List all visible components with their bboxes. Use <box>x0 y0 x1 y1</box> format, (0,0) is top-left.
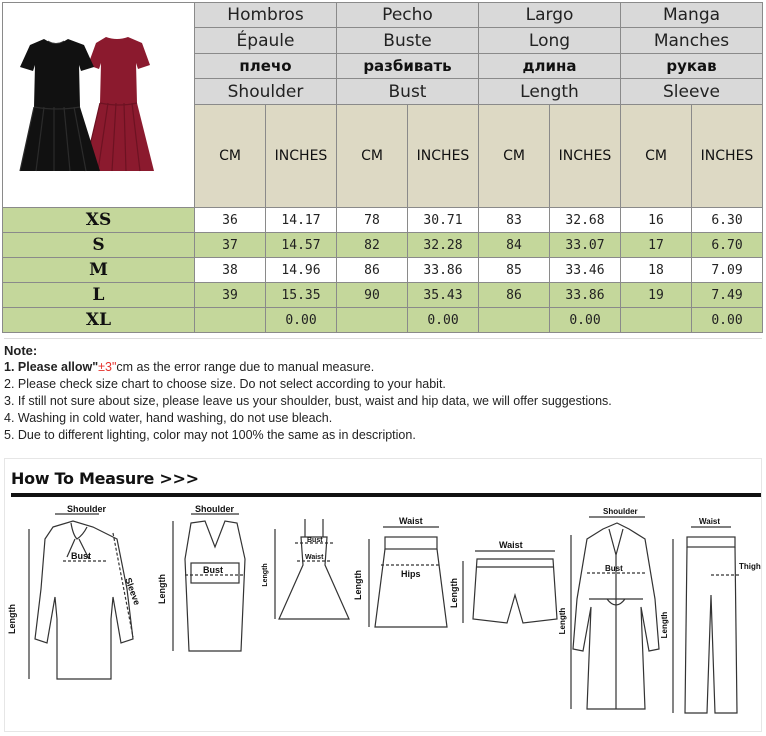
table-cell: 85 <box>479 258 550 283</box>
size-row-l <box>3 283 763 308</box>
size-label: M <box>3 258 195 283</box>
label-length: Length <box>157 574 167 604</box>
header-bust-es: Pecho <box>337 3 479 28</box>
unit-cell: CM <box>621 104 692 207</box>
table-cell: 30.71 <box>408 208 479 233</box>
measure-illustrations <box>5 499 761 731</box>
table-cell: 33.86 <box>408 258 479 283</box>
black-dress-icon <box>20 39 100 171</box>
size-label: XS <box>3 208 195 233</box>
table-cell: 35.43 <box>408 283 479 308</box>
table-cell: 33.07 <box>550 233 621 258</box>
size-row-m <box>3 258 763 283</box>
label-length: Length <box>660 611 669 639</box>
label-bust: Bust <box>605 564 623 573</box>
header-length-ru: длина <box>479 53 621 78</box>
product-photo <box>3 3 195 208</box>
label-waist: Waist <box>305 554 324 561</box>
header-shoulder-ru: плечо <box>195 53 337 78</box>
header-length-fr: Long <box>479 28 621 53</box>
table-cell: 86 <box>337 258 408 283</box>
note-1-suffix: cm as the error range due to manual measure. <box>116 360 375 374</box>
blouse-illustration <box>29 514 133 679</box>
table-cell: 83 <box>479 208 550 233</box>
table-cell <box>621 308 692 333</box>
unit-cell: CM <box>195 104 266 207</box>
size-label: XL <box>3 308 195 333</box>
slip-dress-illustration <box>275 519 349 619</box>
label-shoulder: Shoulder <box>603 507 638 516</box>
unit-cell: CM <box>337 104 408 207</box>
table-cell: 32.28 <box>408 233 479 258</box>
size-chart-table <box>2 2 763 333</box>
table-cell: 19 <box>621 283 692 308</box>
header-shoulder-es: Hombros <box>195 3 337 28</box>
table-cell: 32.68 <box>550 208 621 233</box>
label-shoulder: Shoulder <box>67 504 107 514</box>
header-bust-ru: разбивать <box>337 53 479 78</box>
unit-cell: INCHES <box>550 104 621 207</box>
label-waist: Waist <box>399 516 423 526</box>
table-cell: 84 <box>479 233 550 258</box>
note-line-1 <box>4 359 762 376</box>
table-cell: 90 <box>337 283 408 308</box>
size-label: L <box>3 283 195 308</box>
table-cell: 82 <box>337 233 408 258</box>
table-cell: 0.00 <box>692 308 763 333</box>
unit-cell: INCHES <box>408 104 479 207</box>
header-sleeve-ru: рукав <box>621 53 763 78</box>
label-waist: Waist <box>699 517 721 526</box>
header-bust-en: Bust <box>337 79 479 104</box>
size-row-xl <box>3 308 763 333</box>
size-label: S <box>3 233 195 258</box>
label-length: Length <box>262 563 269 587</box>
header-shoulder-en: Shoulder <box>195 79 337 104</box>
label-bust: Bust <box>203 565 223 575</box>
how-to-measure-section <box>4 458 762 732</box>
shorts-illustration <box>463 551 557 623</box>
label-length: Length <box>353 570 363 600</box>
table-cell: 7.49 <box>692 283 763 308</box>
note-1-prefix: 1. Please allow" <box>4 360 99 374</box>
table-cell: 6.30 <box>692 208 763 233</box>
header-shoulder-fr: Épaule <box>195 28 337 53</box>
table-cell <box>195 308 266 333</box>
table-cell: 6.70 <box>692 233 763 258</box>
tank-top-illustration <box>173 514 245 651</box>
unit-cell: INCHES <box>692 104 763 207</box>
header-sleeve-en: Sleeve <box>621 79 763 104</box>
table-cell: 39 <box>195 283 266 308</box>
notes-title: Note: <box>4 343 38 358</box>
header-length-en: Length <box>479 79 621 104</box>
table-cell: 14.17 <box>266 208 337 233</box>
label-bust: Bust <box>307 537 323 544</box>
label-waist: Waist <box>499 540 523 550</box>
note-line-5: 5. Due to different lighting, color may not 100% the same as in description. <box>4 428 416 442</box>
label-length: Length <box>558 607 567 635</box>
table-cell: 7.09 <box>692 258 763 283</box>
label-length: Length <box>7 604 17 634</box>
header-sleeve-es: Manga <box>621 3 763 28</box>
table-cell: 33.86 <box>550 283 621 308</box>
table-cell <box>479 308 550 333</box>
coat-illustration <box>571 517 659 709</box>
header-bust-fr: Buste <box>337 28 479 53</box>
table-cell: 36 <box>195 208 266 233</box>
label-sleeve: Sleeve <box>123 576 143 607</box>
note-1-value: ±3" <box>98 360 117 374</box>
how-to-measure-title: How To Measure >>> <box>11 469 199 488</box>
header-row-spanish <box>3 3 763 28</box>
table-cell: 18 <box>621 258 692 283</box>
table-cell: 86 <box>479 283 550 308</box>
note-line-2: 2. Please check size chart to choose size. Do not select according to your habit. <box>4 377 446 391</box>
header-sleeve-fr: Manches <box>621 28 763 53</box>
dresses-image <box>4 3 194 203</box>
notes-section <box>4 338 762 444</box>
size-row-xs <box>3 208 763 233</box>
label-thigh: Thigh <box>739 562 761 571</box>
table-cell: 33.46 <box>550 258 621 283</box>
table-cell: 0.00 <box>550 308 621 333</box>
label-bust: Bust <box>71 551 91 561</box>
section-divider <box>11 493 761 497</box>
table-cell: 15.35 <box>266 283 337 308</box>
table-cell <box>337 308 408 333</box>
table-cell: 0.00 <box>408 308 479 333</box>
table-cell: 14.96 <box>266 258 337 283</box>
note-line-3: 3. If still not sure about size, please leave us your shoulder, bust, waist and hip data, we will offer suggestions. <box>4 394 612 408</box>
table-cell: 78 <box>337 208 408 233</box>
table-cell: 16 <box>621 208 692 233</box>
header-length-es: Largo <box>479 3 621 28</box>
table-cell: 37 <box>195 233 266 258</box>
table-cell: 38 <box>195 258 266 283</box>
label-hips: Hips <box>401 569 421 579</box>
label-shoulder: Shoulder <box>195 504 235 514</box>
table-cell: 0.00 <box>266 308 337 333</box>
unit-cell: CM <box>479 104 550 207</box>
burgundy-dress-icon <box>84 37 154 171</box>
table-cell: 14.57 <box>266 233 337 258</box>
trousers-illustration <box>673 527 741 713</box>
note-line-4: 4. Washing in cold water, hand washing, do not use bleach. <box>4 411 333 425</box>
unit-cell: INCHES <box>266 104 337 207</box>
table-cell: 17 <box>621 233 692 258</box>
label-length: Length <box>449 578 459 608</box>
size-row-s <box>3 233 763 258</box>
